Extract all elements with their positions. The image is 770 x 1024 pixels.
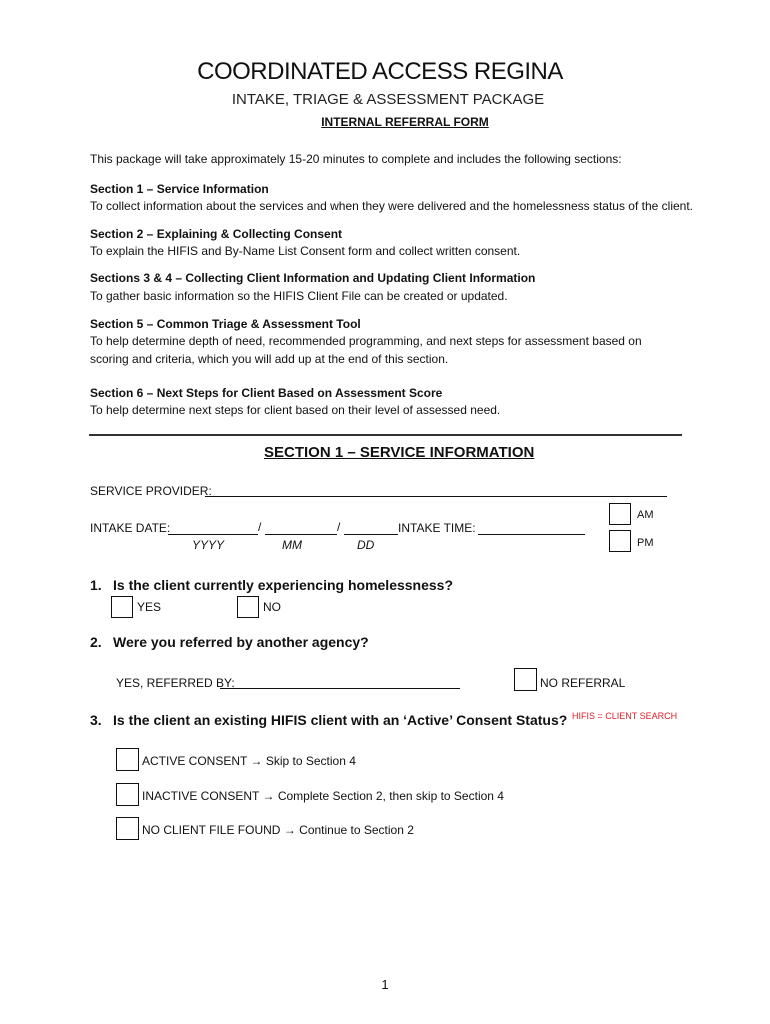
no-referral-label: NO REFERRAL	[540, 676, 626, 690]
service-provider-label: SERVICE PROVIDER:	[90, 484, 212, 498]
section-desc-2: To explain the HIFIS and By-Name List Consent form and collect written consent.	[90, 244, 521, 258]
section-heading-6: Section 6 – Next Steps for Client Based on Assessment Score	[90, 386, 443, 400]
yyyy-hint: YYYY	[192, 538, 225, 552]
document-title: COORDINATED ACCESS REGINA	[197, 58, 563, 85]
pm-checkbox[interactable]	[609, 530, 631, 552]
q1-yes-checkbox[interactable]	[111, 596, 133, 618]
active-consent-option	[142, 754, 356, 768]
section-heading-2: Section 2 – Explaining & Collecting Consent	[90, 227, 343, 241]
no-client-file-checkbox[interactable]	[116, 817, 139, 840]
option-action: Skip to Section 4	[265, 754, 356, 768]
q1-no-label: NO	[263, 600, 281, 614]
service-provider-field[interactable]	[205, 496, 667, 497]
intake-month-field[interactable]	[265, 534, 337, 535]
q1-no-checkbox[interactable]	[237, 596, 259, 618]
am-label: AM	[637, 509, 654, 521]
intake-time-label: INTAKE TIME:	[398, 521, 476, 535]
date-separator: /	[337, 520, 341, 534]
pm-label: PM	[637, 537, 654, 549]
page-number: 1	[381, 977, 389, 992]
option-label: INACTIVE CONSENT	[142, 789, 260, 803]
mm-hint: MM	[282, 538, 302, 552]
section-heading-1: Section 1 – Service Information	[90, 182, 269, 196]
section1-heading: SECTION 1 – SERVICE INFORMATION	[264, 444, 535, 461]
q3-number: 3.	[90, 712, 102, 728]
section-desc-6: To help determine next steps for client based on their level of assessed need.	[90, 403, 501, 417]
arrow-right-icon: →	[283, 823, 296, 837]
section-desc-3-4: To gather basic information so the HIFIS Client File can be created or updated.	[90, 289, 508, 303]
arrow-right-icon: →	[262, 789, 275, 803]
referred-by-label: YES, REFERRED BY:	[116, 676, 235, 690]
option-label: NO CLIENT FILE FOUND	[142, 823, 281, 837]
dd-hint: DD	[357, 538, 375, 552]
intro-text: This package will take approximately 15-20 minutes to complete and includes the following sections:	[90, 152, 622, 166]
option-action: Complete Section 2, then skip to Section 4	[277, 789, 504, 803]
intake-year-field[interactable]	[168, 534, 258, 535]
q2-question: Were you referred by another agency?	[113, 634, 369, 650]
q1-question: Is the client currently experiencing homelessness?	[113, 577, 454, 593]
option-label: ACTIVE CONSENT	[142, 754, 248, 768]
am-checkbox[interactable]	[609, 503, 631, 525]
intake-date-label: INTAKE DATE:	[90, 521, 171, 535]
section-desc-1: To collect information about the services and when they were delivered and the homelessness status of the client.	[90, 199, 694, 213]
form-type: INTERNAL REFERRAL FORM	[321, 115, 489, 129]
referred-by-field[interactable]	[220, 688, 460, 689]
q1-number: 1.	[90, 577, 102, 593]
arrow-right-icon: →	[250, 754, 263, 768]
document-subtitle: INTAKE, TRIAGE & ASSESSMENT PACKAGE	[231, 91, 545, 108]
hifis-note: HIFIS = CLIENT SEARCH	[572, 711, 678, 721]
section-desc-5-line1: To help determine depth of need, recommended programming, and next steps for assessment based on	[90, 334, 642, 348]
divider	[89, 434, 682, 436]
inactive-consent-checkbox[interactable]	[116, 783, 139, 806]
no-client-file-option	[142, 823, 414, 837]
intake-time-field[interactable]	[478, 534, 585, 535]
no-referral-checkbox[interactable]	[514, 668, 537, 691]
section-heading-3-4: Sections 3 & 4 – Collecting Client Information and Updating Client Information	[90, 271, 536, 285]
option-action: Continue to Section 2	[299, 823, 414, 837]
q1-yes-label: YES	[137, 600, 162, 614]
q3-question: Is the client an existing HIFIS client with an ‘Active’ Consent Status?	[113, 712, 568, 728]
date-separator: /	[258, 520, 262, 534]
intake-day-field[interactable]	[344, 534, 398, 535]
section-desc-5-line2: scoring and criteria, which you will add up at the end of this section.	[90, 352, 449, 366]
inactive-consent-option	[142, 789, 504, 803]
section-heading-5: Section 5 – Common Triage & Assessment Tool	[90, 317, 361, 331]
active-consent-checkbox[interactable]	[116, 748, 139, 771]
q2-number: 2.	[90, 634, 102, 650]
